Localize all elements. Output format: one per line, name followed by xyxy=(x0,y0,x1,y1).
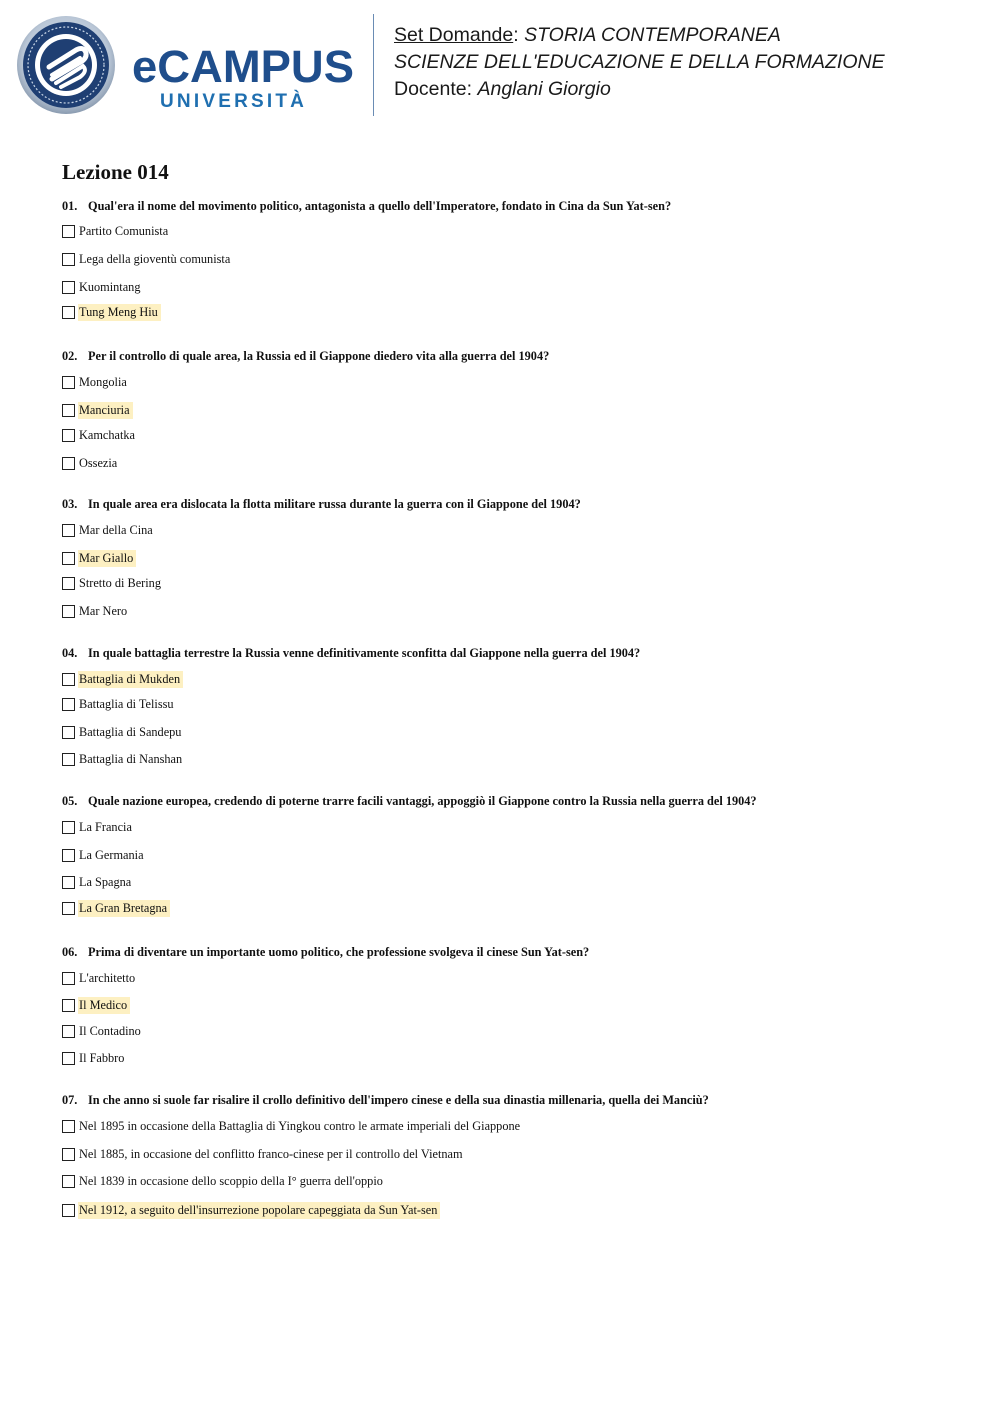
course-name: STORIA CONTEMPORANEA xyxy=(524,24,781,46)
answer-option[interactable] xyxy=(62,995,130,1015)
answer-option[interactable]: Partito Comunista xyxy=(62,221,171,241)
answer-option[interactable]: Mongolia xyxy=(62,372,130,392)
answer-option[interactable]: Mar della Cina xyxy=(62,520,156,540)
checkbox[interactable] xyxy=(62,404,75,417)
checkbox[interactable] xyxy=(62,1204,75,1217)
question-05 xyxy=(62,792,962,915)
checkbox[interactable] xyxy=(62,605,75,618)
answer-option[interactable]: L'architetto xyxy=(62,968,138,988)
checkbox[interactable] xyxy=(62,524,75,537)
answer-option[interactable] xyxy=(62,898,170,918)
answer-option[interactable]: Mar Nero xyxy=(62,601,130,621)
course-line: Set Domande: STORIA CONTEMPORANEA xyxy=(394,24,781,46)
highlighted-answer: Tung Meng Hiu xyxy=(78,304,161,321)
highlighted-answer: Nel 1912, a seguito dell'insurrezione popolare capeggiata da Sun Yat-sen xyxy=(78,1202,440,1219)
answer-option[interactable]: Il Fabbro xyxy=(62,1048,127,1068)
checkbox[interactable] xyxy=(62,753,75,766)
answer-option[interactable]: Nel 1839 in occasione dello scoppio della I° guerra dell'oppio xyxy=(62,1171,386,1191)
checkbox[interactable] xyxy=(62,1148,75,1161)
checkbox[interactable] xyxy=(62,552,75,565)
question-06 xyxy=(62,943,962,1065)
checkbox[interactable] xyxy=(62,429,75,442)
checkbox[interactable] xyxy=(62,1120,75,1133)
checkbox[interactable] xyxy=(62,253,75,266)
answer-option[interactable]: La Francia xyxy=(62,817,135,837)
checkbox[interactable] xyxy=(62,902,75,915)
checkbox[interactable] xyxy=(62,972,75,985)
highlighted-answer: Mar Giallo xyxy=(78,550,136,567)
answer-option[interactable]: Ossezia xyxy=(62,453,120,473)
checkbox[interactable] xyxy=(62,577,75,590)
checkbox[interactable] xyxy=(62,1025,75,1038)
header-divider xyxy=(373,14,374,116)
degree-name: SCIENZE DELL'EDUCAZIONE E DELLA FORMAZIONE xyxy=(394,51,885,73)
answer-option[interactable]: Kuomintang xyxy=(62,277,143,297)
checkbox[interactable] xyxy=(62,726,75,739)
answer-option[interactable]: Stretto di Bering xyxy=(62,573,164,593)
question-01 xyxy=(62,197,962,319)
checkbox[interactable] xyxy=(62,225,75,238)
teacher-label: Docente xyxy=(394,78,467,100)
answer-option[interactable]: Battaglia di Telissu xyxy=(62,694,177,714)
highlighted-answer: Il Medico xyxy=(78,997,130,1014)
question-text: 02. Per il controllo di quale area, la Russia ed il Giappone diedero vita alla guerra del 1904? xyxy=(62,349,550,363)
answer-option[interactable] xyxy=(62,548,136,568)
checkbox[interactable] xyxy=(62,876,75,889)
answer-option[interactable] xyxy=(62,1200,440,1220)
answer-option[interactable] xyxy=(62,400,133,420)
answer-option[interactable]: Il Contadino xyxy=(62,1021,144,1041)
set-label: Set Domande xyxy=(394,24,514,46)
checkbox[interactable] xyxy=(62,376,75,389)
checkbox[interactable] xyxy=(62,673,75,686)
ecampus-seal-logo xyxy=(16,15,116,115)
question-03 xyxy=(62,495,962,618)
question-text: 03. In quale area era dislocata la flotta militare russa durante la guerra con il Giappone del 1904? xyxy=(62,497,581,511)
question-text: 04. In quale battaglia terrestre la Russia venne definitivamente sconfitta dal Giappone nella guerra del 1904? xyxy=(62,646,641,660)
document-header xyxy=(0,0,1000,130)
question-07 xyxy=(62,1091,962,1217)
checkbox[interactable] xyxy=(62,999,75,1012)
checkbox[interactable] xyxy=(62,306,75,319)
question-text: 06. Prima di diventare un importante uomo politico, che professione svolgeva il cinese Sun Yat-sen? xyxy=(62,945,590,959)
answer-option[interactable] xyxy=(62,302,161,322)
answer-option[interactable] xyxy=(62,669,183,689)
answer-option[interactable]: Battaglia di Sandepu xyxy=(62,722,184,742)
question-02 xyxy=(62,347,962,470)
answer-option[interactable]: Lega della gioventù comunista xyxy=(62,249,233,269)
answer-option[interactable]: Battaglia di Nanshan xyxy=(62,749,185,769)
answer-option[interactable]: La Spagna xyxy=(62,872,134,892)
checkbox[interactable] xyxy=(62,1052,75,1065)
checkbox[interactable] xyxy=(62,849,75,862)
answer-option[interactable]: Kamchatka xyxy=(62,425,138,445)
answer-option[interactable]: Nel 1895 in occasione della Battaglia di Yingkou contro le armate imperiali del Giappone xyxy=(62,1116,523,1136)
lesson-title: Lezione 014 xyxy=(62,160,169,184)
highlighted-answer: Manciuria xyxy=(78,402,133,419)
checkbox[interactable] xyxy=(62,698,75,711)
question-text: 07. In che anno si suole far risalire il crollo definitivo dell'impero cinese e della sua dinastia millenaria, quella dei Manciù? xyxy=(62,1093,709,1107)
svg-text:UNIVERSITÀ: UNIVERSITÀ xyxy=(160,91,308,112)
teacher-name: Anglani Giorgio xyxy=(477,78,611,100)
checkbox[interactable] xyxy=(62,281,75,294)
checkbox[interactable] xyxy=(62,821,75,834)
checkbox[interactable] xyxy=(62,1175,75,1188)
answer-option[interactable]: Nel 1885, in occasione del conflitto franco-cinese per il controllo del Vietnam xyxy=(62,1144,466,1164)
answer-option[interactable]: La Germania xyxy=(62,845,147,865)
teacher-line: Docente: Anglani Giorgio xyxy=(394,78,611,100)
highlighted-answer: La Gran Bretagna xyxy=(78,900,170,917)
course-info xyxy=(394,22,885,103)
question-text: 01. Qual'era il nome del movimento politico, antagonista a quello dell'Imperatore, fondato in Cina da Sun Yat-sen? xyxy=(62,199,672,213)
question-04 xyxy=(62,644,962,766)
question-text: 05. Quale nazione europea, credendo di poterne trarre facili vantaggi, appoggiò il Giappone contro la Russia nella guerra del 1904? xyxy=(62,794,757,808)
svg-text:eCAMPUS: eCAMPUS xyxy=(132,42,354,92)
checkbox[interactable] xyxy=(62,457,75,470)
ecampus-wordmark-logo xyxy=(132,42,362,114)
highlighted-answer: Battaglia di Mukden xyxy=(78,671,183,688)
